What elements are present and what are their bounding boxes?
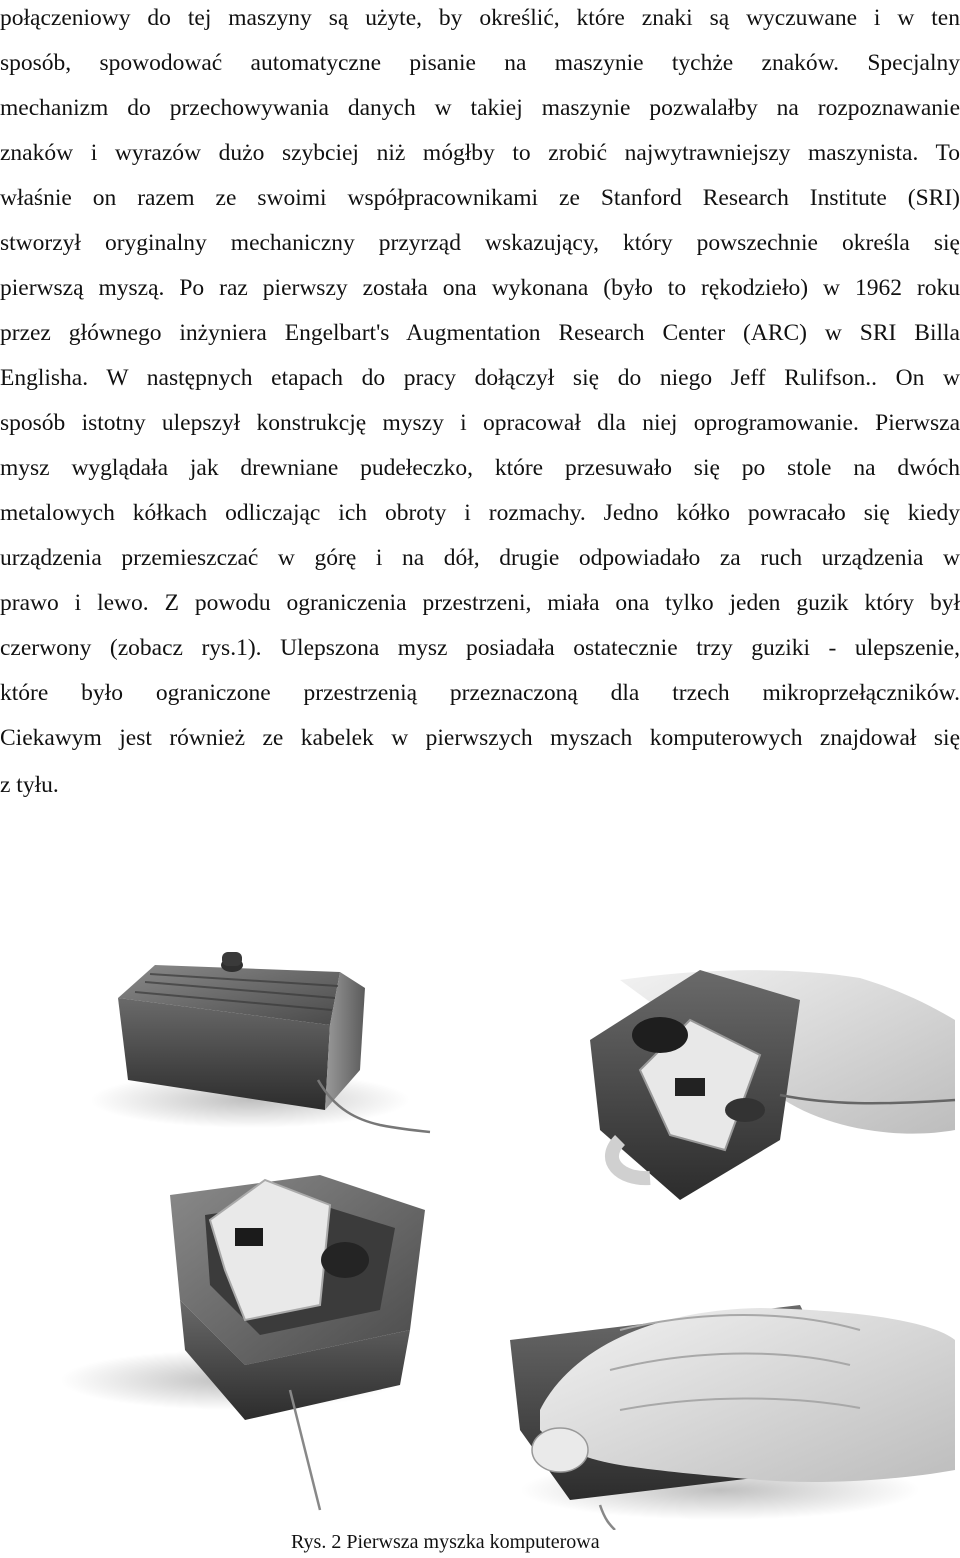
photo-open-mouse [60,1175,425,1510]
mouse-photo-collage [0,910,960,1530]
photo-hand-on-mouse [510,1305,955,1530]
paragraph-line: przez głównego inżyniera Engelbart's Augmentation Research Center (ARC) w SRI Billa [0,320,960,346]
paragraph-line: z tyłu. [0,772,59,798]
paragraph-line: mysz wyglądała jak drewniane pudełeczko, które przesuwało się po stole na dwóch [0,455,960,481]
paragraph-line: właśnie on razem ze swoimi współpracownikami ze Stanford Research Institute (SRI) [0,185,960,211]
paragraph-line: urządzenia przemieszczać w górę i na dół, drugie odpowiadało za ruch urządzenia w [0,545,960,571]
paragraph-line: stworzył oryginalny mechaniczny przyrząd wskazujący, który powszechnie określa się [0,230,960,256]
paragraph-line: mechanizm do przechowywania danych w takiej maszynie pozwalałby na rozpoznawanie [0,95,960,121]
paragraph-line: pierwszą myszą. Po raz pierwszy została ona wykonana (było to rękodzieło) w 1962 roku [0,275,960,301]
paragraph-line: metalowych kółkach odliczając ich obroty i rozmachy. Jedno kółko powracało się kiedy [0,500,960,526]
paragraph-line: Englisha. W następnych etapach do pracy dołączył się do niego Jeff Rulifson.. On w [0,365,960,391]
paragraph-line: czerwony (zobacz rys.1). Ulepszona mysz posiadała ostatecznie trzy guziki - ulepszenie, [0,635,960,661]
photo-closed-mouse [90,952,430,1132]
photo-hand-underside [590,970,955,1200]
paragraph-line: prawo i lewo. Z powodu ograniczenia przestrzeni, miała ona tylko jeden guzik który był [0,590,960,616]
paragraph-line: sposób istotny ulepszył konstrukcję myszy i opracował dla niej oprogramowanie. Pierwsza [0,410,960,436]
paragraph-line: które było ograniczone przestrzenią przeznaczoną dla trzech mikroprzełączników. [0,680,960,706]
figure-mouse-photos [0,910,960,1510]
paragraph-line: połączeniowy do tej maszyny są użyte, by określić, które znaki są wyczuwane i w ten [0,5,960,31]
paragraph-line: sposób, spowodować automatyczne pisanie na maszynie tychże znaków. Specjalny [0,50,960,76]
figure-caption-text: Rys. 2 Pierwsza myszka komputerowa [291,1531,600,1553]
paragraph-line: znaków i wyrazów dużo szybciej niż mógłby to zrobić najwytrawniejszy maszynista. To [0,140,960,166]
paragraph-line: Ciekawym jest również ze kabelek w pierwszych myszach komputerowych znajdował się [0,725,960,751]
